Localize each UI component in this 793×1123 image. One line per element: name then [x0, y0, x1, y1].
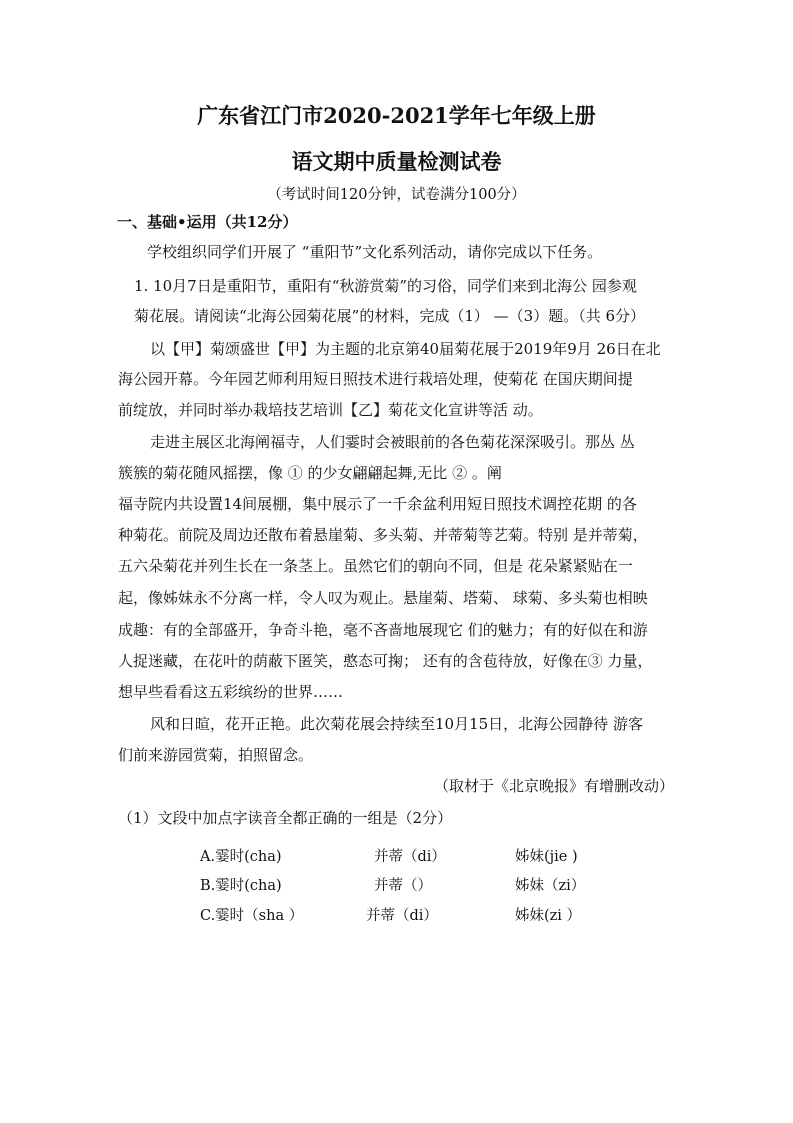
option-c-text-2: 并蒂（di） — [366, 908, 438, 924]
source-note: （取材于《北京晚报》有增删改动） — [434, 777, 675, 795]
intro-text: 学校组织同学们开展了 “重阳节”文化系列活动，请你完成以下任务。 — [147, 243, 603, 261]
passage-line: 想早些看看这五彩缤纷的世界…… — [118, 683, 344, 701]
passage-line: 海公园开幕。今年园艺师利用短日照技术进行栽培处理，使菊花 在国庆期间提 — [118, 370, 633, 388]
option-b-text-3: 姊妹（zi） — [515, 878, 586, 894]
option-a-text-3: 姊妹(jie ) — [515, 849, 578, 865]
question1-line1: 1. 10月7日是重阳节，重阳有“秋游赏菊”的习俗，同学们来到北海公 园参观 — [134, 277, 637, 295]
passage-line: 起，像姊妹永不分离一样，令人叹为观止。悬崖菊、塔菊、 球菊、多头菊也相映 — [118, 589, 648, 607]
passage-line: 种菊花。前院及周边还散布着悬崖菊、多头菊、并蒂菊等艺菊。特别 是并蒂菊， — [118, 526, 648, 544]
question1-line2: 菊花展。请阅读“北海公园菊花展”的材料，完成（1） —（3）题。（共 6分） — [134, 307, 646, 325]
sub-question-1: （1）文段中加点字读音全都正确的一组是（2分） — [118, 809, 453, 827]
passage-line: 前绽放，并同时举办栽培技艺培训【乙】菊花文化宣讲等活 动。 — [118, 401, 543, 419]
passage-line: 簇簇的菊花随风摇摆，像 ① 的少女翩翩起舞,无比 ② 。阐 — [118, 464, 502, 482]
exam-subtitle: （考试时间120分钟，试卷满分100分） — [267, 187, 526, 203]
option-a-text-1: A.霎时(cha) — [200, 849, 282, 865]
option-c-text-1: C.霎时（sha ） — [200, 908, 304, 924]
passage-line: 福寺院内共设置14间展棚，集中展示了一千余盆利用短日照技术调控花期 的各 — [118, 495, 637, 513]
exam-title-line1: 广东省江门市2020-2021学年七年级上册 — [197, 103, 596, 128]
option-b-text-1: B.霎时(cha) — [200, 878, 282, 894]
passage-line: 们前来游园赏菊，拍照留念。 — [118, 746, 314, 764]
option-c-text-3: 姊妹(zi ） — [515, 908, 582, 924]
option-b-text-2: 并蒂（） — [374, 878, 432, 894]
passage-line: 人捉迷藏，在花叶的荫蔽下匿笑，憨态可掬； 还有的含苞待放，好像在③ 力量， — [118, 652, 653, 670]
passage-line: 以【甲】菊颂盛世【甲】为主题的北京第40届菊花展于2019年9月 26日在北 — [150, 340, 661, 358]
passage-line: 五六朵菊花并列生长在一条茎上。虽然它们的朝向不同，但是 花朵紧紧贴在一 — [118, 557, 633, 575]
exam-title-line2: 语文期中质量检测试卷 — [291, 149, 502, 174]
option-a-text-2: 并蒂（di） — [374, 849, 446, 865]
passage-line: 走进主展区北海阐福寺，人们霎时会被眼前的各色菊花深深吸引。那丛 丛 — [150, 433, 635, 451]
section-heading: 一、基础•运用（共12分） — [117, 213, 298, 231]
passage-line: 成趣：有的全部盛开，争奇斗艳，毫不吝啬地展现它 们的魅力；有的好似在和游 — [118, 621, 648, 639]
passage-line: 风和日暄，花开正艳。此次菊花展会持续至10月15日，北海公园静待 游客 — [150, 715, 643, 733]
